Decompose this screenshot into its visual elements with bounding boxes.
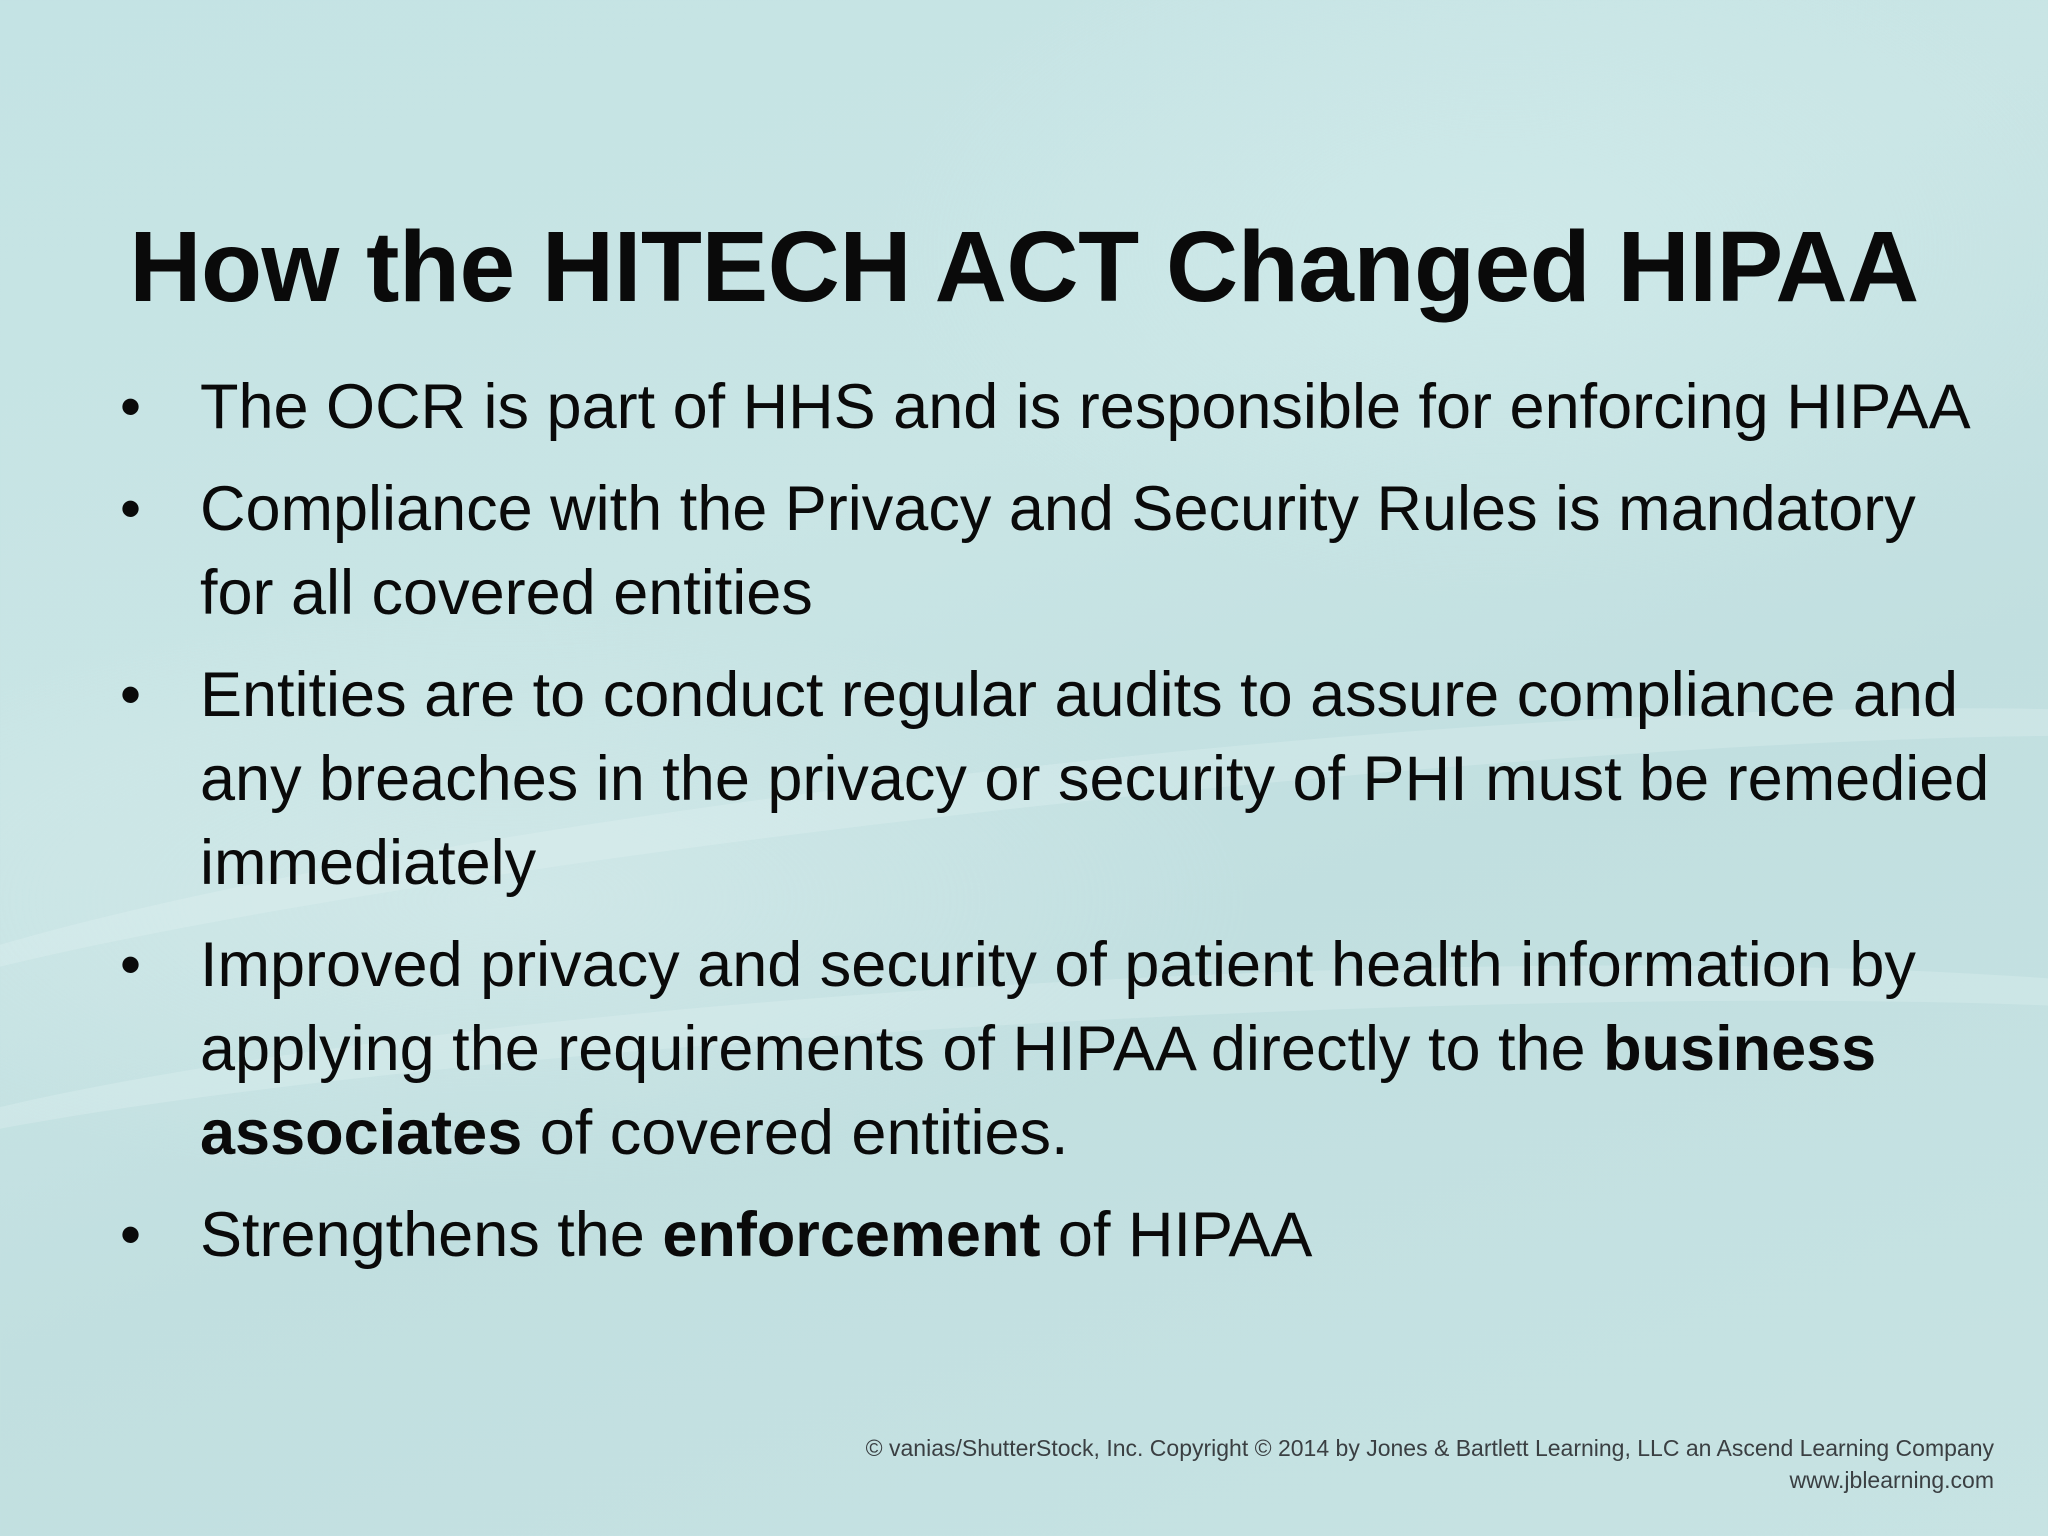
copyright-credit: © vanias/ShutterStock, Inc. Copyright © 2014 by Jones & Bartlett Learning, LLC an Ascend Learning Company [865,1435,1994,1461]
copyright-footer [866,1432,1994,1496]
bullet-item [120,365,2000,449]
slide-title: How the HITECH ACT Changed HIPAA [129,211,1919,323]
bullet-marker: • [120,661,142,728]
bullet-text: Improved privacy and security of patient health information by applying the requirements of HIPAA directly to the [200,930,1916,1084]
bullet-marker: • [120,373,142,440]
bullet-text: of covered entities. [522,1098,1069,1168]
bullet-text: of HIPAA [1040,1200,1313,1270]
bullet-item [120,923,2000,1175]
bullet-emphasis: enforcement [662,1200,1041,1270]
bullet-item [120,653,2000,905]
bullet-text: Entities are to conduct regular audits to assure compliance and any breaches in the privacy or security of PHI must be remedied immediately [200,660,1990,898]
publisher-url: www.jblearning.com [1789,1467,1994,1493]
bullet-list [120,365,2000,1295]
bullet-marker: • [120,931,142,998]
bullet-emphasis: business associates [200,1014,1877,1168]
bullet-marker: • [120,475,142,542]
bullet-text: The OCR is part of HHS and is responsible for enforcing HIPAA [200,372,1971,442]
bullet-text: Strengthens the [200,1200,663,1270]
bullet-text: Compliance with the Privacy and Security Rules is mandatory for all covered entities [200,474,1916,628]
bullet-item [120,1193,2000,1277]
bullet-item [120,467,2000,635]
bullet-marker: • [120,1201,142,1268]
